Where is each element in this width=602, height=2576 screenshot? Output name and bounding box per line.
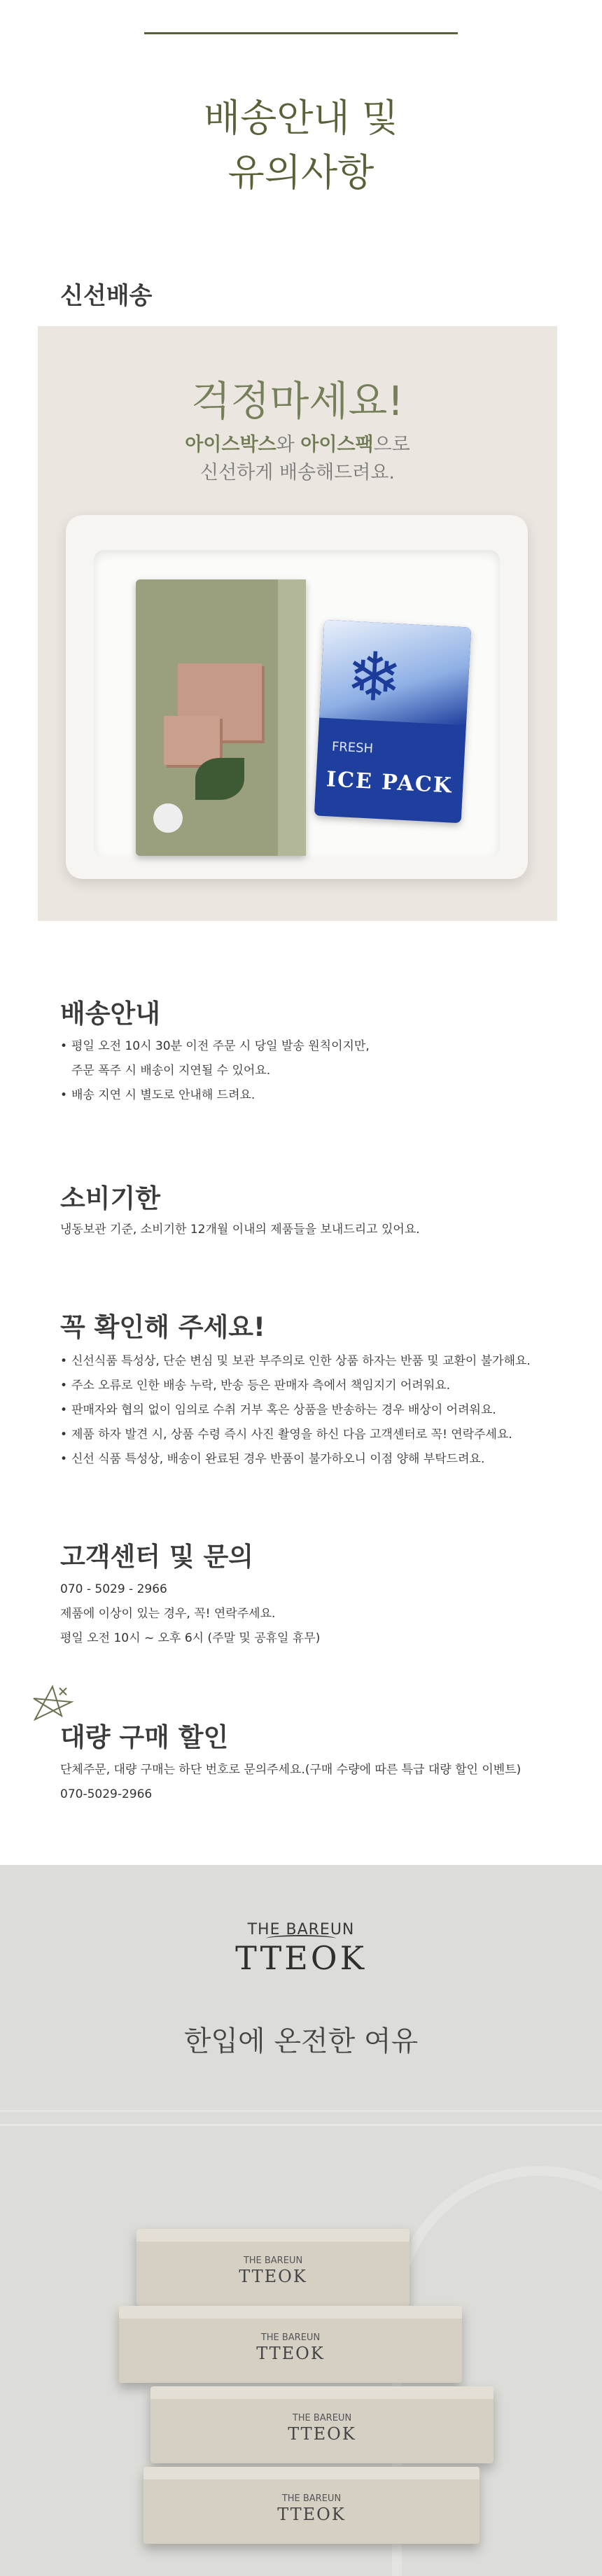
support-title: 고객센터 및 문의: [60, 1542, 253, 1572]
ice-pack-label: ICE PACK: [326, 767, 454, 798]
gift-box-logo-small: THE BAREUN: [281, 2493, 342, 2504]
gift-box-logo-small: THE BAREUN: [292, 2413, 352, 2423]
snowflake-icon: ❄: [344, 636, 405, 718]
check-item: • 신선 식품 특성상, 배송이 완료된 경우 반품이 불가하오니 이점 양해 부탁드려요.: [60, 1447, 531, 1472]
page-title-line2: 유의사항: [227, 150, 374, 195]
gift-box-logo-small: THE BAREUN: [243, 2255, 303, 2266]
expiry-title: 소비기한: [60, 1183, 160, 1213]
wall-molding: [0, 2110, 602, 2112]
shipping-item: • 배송 지연 시 별도로 안내해 드려요.: [60, 1083, 370, 1108]
fresh-delivery-label: 신선배송: [60, 282, 153, 310]
bulk-title: 대량 구매 할인: [60, 1722, 229, 1752]
brand-banner: [0, 1865, 602, 2576]
bulk-line1: 단체주문, 대량 구매는 하단 번호로 문의주세요.(구매 수량에 따른 특급 대량 할인 이벤트): [60, 1763, 522, 1777]
leaf-image: [195, 758, 244, 800]
check-item: • 판매자와 협의 없이 임의로 수취 거부 혹은 상품을 반송하는 경우 배상이 어려워요.: [60, 1398, 531, 1423]
expiry-text: 냉동보관 기준, 소비기한 12개월 이내의 제품들을 보내드리고 있어요.: [60, 1223, 420, 1237]
gift-box-lid: [119, 2306, 462, 2318]
shipping-item: • 평일 오전 10시 30분 이전 주문 시 당일 발송 원칙이지만,: [60, 1034, 370, 1059]
check-item: • 신선식품 특성상, 단순 변심 및 보관 부주의로 인한 상품 하자는 반품 및 교환이 불가해요.: [60, 1349, 531, 1374]
fresh-headline: 걱정마세요!: [191, 377, 404, 425]
check-title: 꼭 확인해 주세요!: [60, 1312, 265, 1342]
product-badge: [153, 803, 183, 833]
brand-logo: TTEOK: [235, 1939, 367, 1977]
page-title-line1: 배송안내 및: [204, 96, 398, 140]
ice-pack-word: 아이스팩: [300, 434, 374, 456]
fresh-sub-end: 으로: [373, 434, 410, 456]
support-phone[interactable]: 070 - 5029 - 2966: [60, 1582, 167, 1596]
top-divider: [144, 32, 458, 34]
product-box-stripe: [278, 579, 306, 856]
check-list: [60, 1349, 531, 1472]
gift-box-lid: [150, 2386, 493, 2399]
page-title: [0, 91, 602, 200]
fresh-sub-line2: 신선하게 배송해드려요.: [200, 462, 395, 484]
brand-logo-small: THE BAREUN: [247, 1921, 355, 1938]
ice-pack-fresh-tag: FRESH: [331, 739, 374, 756]
shipping-item: 주문 폭주 시 배송이 지연될 수 있어요.: [71, 1064, 271, 1078]
shipping-list: [60, 1034, 370, 1108]
gift-box-logo: TTEOK: [239, 2267, 307, 2286]
ice-pack: [314, 620, 471, 824]
gift-box: [144, 2467, 479, 2544]
support-note: 제품에 이상이 있는 경우, 꼭! 연락주세요.: [60, 1607, 276, 1621]
gift-box-logo: TTEOK: [288, 2424, 356, 2444]
bulk-phone[interactable]: 070-5029-2966: [60, 1787, 153, 1801]
gift-box-lid: [144, 2467, 479, 2479]
gift-box-logo: TTEOK: [277, 2505, 346, 2524]
gift-box: [119, 2306, 462, 2383]
gift-box: [136, 2229, 410, 2306]
check-item: • 제품 하자 발견 시, 상품 수령 즉시 사진 촬영을 하신 다음 고객센터로 꼭! 연락주세요.: [60, 1423, 531, 1447]
support-text: [60, 1577, 320, 1651]
fresh-sub-joiner: 와: [276, 434, 301, 456]
wall-molding: [0, 2124, 602, 2126]
fresh-delivery-photo: [38, 326, 557, 921]
brand-slogan: 한입에 온전한 여유: [183, 2025, 419, 2057]
support-hours: 평일 오전 10시 ~ 오후 6시 (주말 및 공휴일 휴무): [60, 1631, 321, 1645]
fresh-subtext: [38, 431, 557, 487]
gift-box-lid: [136, 2229, 410, 2241]
bulk-text: [60, 1758, 521, 1807]
ice-box-word: 아이스박스: [185, 434, 276, 456]
rice-cake-product-box: [136, 579, 306, 856]
shipping-title: 배송안내: [60, 999, 160, 1029]
gift-box-logo: TTEOK: [256, 2344, 325, 2363]
check-item: • 주소 오류로 인한 배송 누락, 반송 등은 판매자 측에서 책임지기 어려워요.: [60, 1374, 531, 1398]
gift-box-logo-small: THE BAREUN: [260, 2332, 321, 2343]
gift-box: [150, 2386, 493, 2463]
rice-cake-image-2: [164, 716, 220, 765]
